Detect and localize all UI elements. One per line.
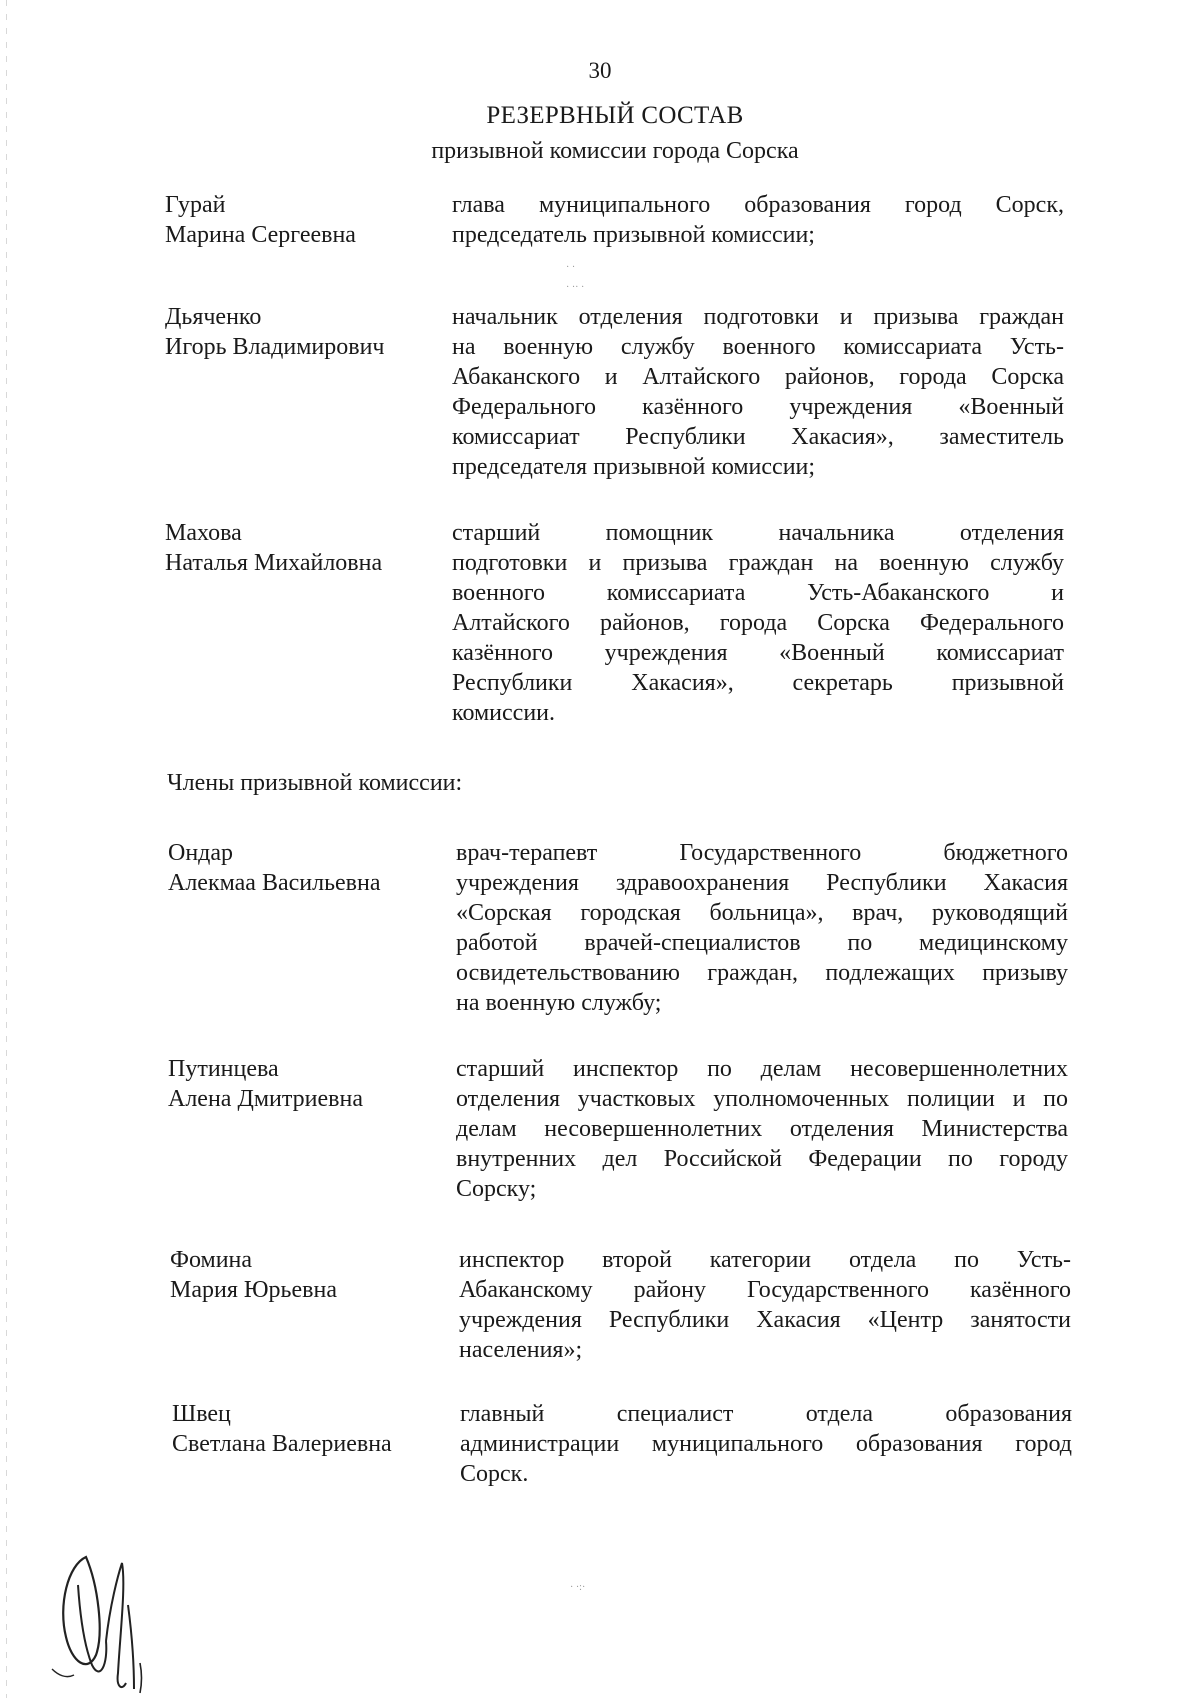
document-title: РЕЗЕРВНЫЙ СОСТАВ xyxy=(486,102,744,129)
role-line: Сорску; xyxy=(456,1176,537,1202)
role-line: внутренних дел Российской Федерации по городу xyxy=(456,1146,1068,1172)
given-names: Светлана Валериевна xyxy=(172,1431,392,1457)
page-number: 30 xyxy=(588,58,612,83)
document-subtitle: призывной комиссии города Сорска xyxy=(431,138,799,164)
surname: Махова xyxy=(165,520,242,546)
role-line: администрации муниципального образования город xyxy=(460,1431,1072,1457)
person-role xyxy=(456,838,1068,1018)
role-line: военного комиссариата Усть-Абаканского и xyxy=(452,580,1064,606)
role-line: отделения участковых уполномоченных полиции и по xyxy=(456,1086,1068,1112)
surname: Дьяченко xyxy=(165,304,262,330)
members-heading: Члены призывной комиссии: xyxy=(167,770,463,796)
role-line: старший инспектор по делам несовершеннолетних xyxy=(456,1056,1068,1082)
role-line: главный специалист отдела образования xyxy=(460,1401,1072,1427)
given-names: Игорь Владимирович xyxy=(165,334,385,360)
role-line: врач-терапевт Государственного бюджетного xyxy=(456,840,1068,866)
person-role xyxy=(452,518,1064,728)
role-line: Абаканского и Алтайского районов, города Сорска xyxy=(452,364,1064,390)
person-role xyxy=(452,302,1064,482)
role-line: учреждения Республики Хакасия «Центр занятости xyxy=(459,1307,1071,1333)
surname: Швец xyxy=(172,1401,231,1427)
role-line: работой врачей-специалистов по медицинскому xyxy=(456,930,1068,956)
role-line: делам несовершеннолетних отделения Министерства xyxy=(456,1116,1068,1142)
person-name xyxy=(165,190,425,250)
surname: Путинцева xyxy=(168,1056,279,1082)
person-name xyxy=(172,1399,432,1459)
role-line: учреждения здравоохранения Республики Хакасия xyxy=(456,870,1068,896)
handwritten-signature-icon xyxy=(48,1545,158,1695)
scan-edge xyxy=(6,0,7,1698)
role-line: Абаканскому району Государственного казённого xyxy=(459,1277,1071,1303)
surname: Гурай xyxy=(165,192,226,218)
role-line: на военную службу военного комиссариата Усть- xyxy=(452,334,1064,360)
role-line: комиссариат Республики Хакасия», заместитель xyxy=(452,424,1064,450)
given-names: Алекмаа Васильевна xyxy=(168,870,381,896)
surname: Ондар xyxy=(168,840,234,866)
role-line: подготовки и призыва граждан на военную службу xyxy=(452,550,1064,576)
scan-speck: · · xyxy=(566,262,576,273)
role-line: начальник отделения подготовки и призыва граждан xyxy=(452,304,1064,330)
role-line: глава муниципального образования город Сорск, xyxy=(452,192,1064,218)
role-line: Федерального казённого учреждения «Военный xyxy=(452,394,1064,420)
role-line: председателя призывной комиссии; xyxy=(452,454,816,480)
role-line: Республики Хакасия», секретарь призывной xyxy=(452,670,1064,696)
role-line: населения»; xyxy=(459,1337,583,1363)
scan-speck: · ·· · xyxy=(566,282,585,293)
person-name xyxy=(168,1054,428,1114)
person-name xyxy=(168,838,428,898)
role-line: «Сорская городская больница», врач, руководящий xyxy=(456,900,1068,926)
role-line: освидетельствованию граждан, подлежащих призыву xyxy=(456,960,1068,986)
role-line: комиссии. xyxy=(452,700,556,726)
role-line: на военную службу; xyxy=(456,990,662,1016)
given-names: Алена Дмитриевна xyxy=(168,1086,363,1112)
given-names: Марина Сергеевна xyxy=(165,222,356,248)
person-role xyxy=(460,1399,1072,1489)
role-line: Сорск. xyxy=(460,1461,529,1487)
role-line: казённого учреждения «Военный комиссариат xyxy=(452,640,1064,666)
person-role xyxy=(456,1054,1068,1204)
role-line: старший помощник начальника отделения xyxy=(452,520,1064,546)
role-line: инспектор второй категории отдела по Усть- xyxy=(459,1247,1071,1273)
role-line: председатель призывной комиссии; xyxy=(452,222,815,248)
given-names: Мария Юрьевна xyxy=(170,1277,337,1303)
surname: Фомина xyxy=(170,1247,253,1273)
person-name xyxy=(165,302,425,362)
scan-speck: · ·:· xyxy=(570,1582,586,1593)
person-role xyxy=(459,1245,1071,1365)
given-names: Наталья Михайловна xyxy=(165,550,383,576)
person-name xyxy=(165,518,425,578)
person-name xyxy=(170,1245,430,1305)
person-role xyxy=(452,190,1064,250)
role-line: Алтайского районов, города Сорска Федерального xyxy=(452,610,1064,636)
